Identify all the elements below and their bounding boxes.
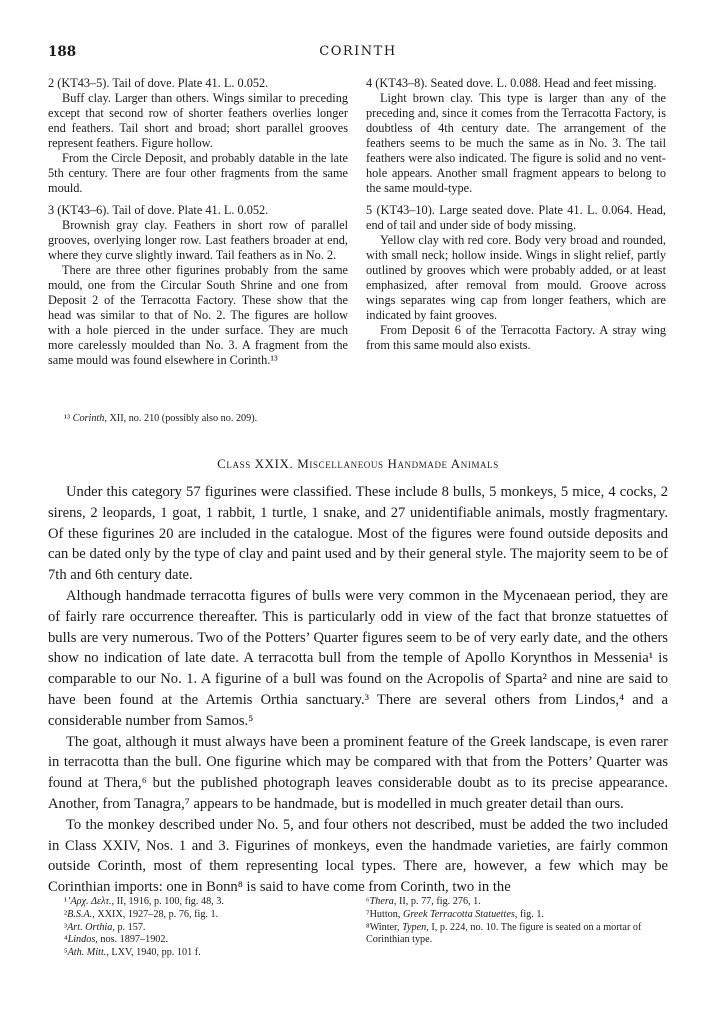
body-paragraph: The goat, although it must always have been a prominent feature of the Greek landscape, is even rarer in terracotta than the bull. One figurine which may be compared with that from the Potters’ Quarter was found at Thera,⁶ but the published photograph leaves considerable doubt as to its precise appearance. Another, from Tanagra,⁷ appears to be handmade, but is modelled in much greater detail than ours.	[48, 733, 668, 812]
footnote-text: XII, no. 210 (possibly also no. 209).	[106, 413, 258, 424]
footnote-text: II, p. 77, fig. 276, 1.	[396, 896, 481, 907]
footnote-mark: ³	[64, 921, 68, 933]
catalogue-entry-heading: 5 (KT43–10). Large seated dove. Plate 41. L. 0.064. Head, end of tail and under side of body missing.	[366, 203, 666, 232]
main-text	[48, 482, 668, 898]
footnote	[64, 934, 364, 947]
footnote-title: Ath. Mitt.,	[67, 947, 109, 959]
footnote-title: Typen,	[402, 921, 429, 933]
footnote-author: Hutton,	[369, 908, 403, 920]
footnote-mark: ⁶	[366, 896, 370, 907]
footnote-title: Thera,	[369, 896, 397, 907]
footnote-author: Winter,	[369, 921, 403, 933]
footnotes-left-column	[64, 896, 364, 960]
footnote	[366, 909, 666, 922]
footnote-mark: ¹	[64, 896, 68, 907]
footnote-13	[64, 412, 364, 425]
page-header	[48, 44, 668, 64]
catalogue-entry-paragraph: There are three other figurines probably from the same mould, one from the Circular South Shrine and one from Deposit 2 of the Terracotta Factory. These show that the head was similar to that of No. 2. The figures are hollow with a hole pierced in the under surface. They are much more carelessly moulded than No. 3. A fragment from the same mould was found elsewhere in Corinth.¹³	[48, 263, 348, 367]
catalogue-entry-heading: 4 (KT43–8). Seated dove. L. 0.088. Head and feet missing.	[366, 76, 657, 90]
footnote	[64, 947, 364, 960]
footnote-text: I, p. 224, no. 10. The figure is seated on a mortar of Corinthian type.	[366, 921, 642, 946]
left-column	[48, 76, 348, 368]
footnote-title: Corinth,	[72, 413, 107, 424]
catalogue-entry-paragraph: Light brown clay. This type is larger than any of the preceding and, since it comes from the Terracotta Factory, is doubtless of 4th century date. The arrangement of the feathers seems to be much the same as in No. 3. The tail feathers were also indicated. The figure is solid and no vent-hole appears. Another small fragment appears to belong to the same mould-type.	[366, 91, 666, 195]
right-column	[366, 76, 666, 353]
running-head: CORINTH	[319, 44, 397, 59]
footnote-text: LXV, 1940, pp. 101 f.	[108, 947, 201, 959]
catalogue-entry-heading: 2 (KT43–5). Tail of dove. Plate 41. L. 0.052.	[48, 76, 269, 90]
footnote-text: p. 157.	[114, 921, 146, 933]
catalogue-entry-paragraph: From Deposit 6 of the Terracotta Factory. A stray wing from this same mould also exists.	[366, 323, 666, 352]
catalogue-entry-paragraph: Buff clay. Larger than others. Wings similar to preceding except that second row of shorter feathers overlies longer end feathers. Tail short and broad; short parallel grooves represent feathers. Figure hollow.	[48, 91, 348, 150]
footnote-mark: ⁷	[366, 908, 370, 920]
footnote-text: XXIX, 1927–28, p. 76, fig. 1.	[94, 908, 219, 920]
footnote-mark: ⁴	[64, 934, 68, 946]
footnote	[366, 896, 666, 909]
section-title: Class XXIX. Miscellaneous Handmade Animals	[217, 456, 499, 471]
catalogue-entry-paragraph: From the Circle Deposit, and probably datable in the late 5th century. There are four other fragments from the same mould.	[48, 151, 348, 195]
catalogue-entry-paragraph: Yellow clay with red core. Body very broad and rounded, with small neck; hollow inside. Wings in slight relief, partly outlined by grooves which were probably added, or at least emphasized, after removal from mould. Groove across wings separates wing cap from longer feathers, which are indicated by faint grooves.	[366, 233, 666, 322]
body-paragraph: Under this category 57 figurines were classified. These include 8 bulls, 5 monkeys, 5 mice, 4 cocks, 2 sirens, 2 leopards, 1 goat, 1 rabbit, 1 turtle, 1 snake, and 27 unidentifiable animals, mostly fragmentary. Of these figurines 20 are included in the catalogue. Most of the figures were found outside deposits and can be dated only by the type of clay and paint used and by their general style. The majority seem to be of 7th and 6th century date.	[48, 484, 668, 584]
footnote-text: nos. 1897–1902.	[97, 934, 169, 946]
footnote-title: Art. Orthia,	[67, 921, 115, 933]
footnote-title: B.S.A.,	[67, 908, 95, 920]
footnote-mark: ¹³	[64, 413, 71, 424]
footnote-title: ’Αρχ. Δελτ.,	[67, 896, 115, 907]
footnote-text: II, 1916, p. 100, fig. 48, 3.	[114, 896, 224, 907]
footnotes-right-column	[366, 896, 666, 947]
body-paragraph: To the monkey described under No. 5, and four others not described, must be added the two included in Class XXIV, Nos. 1 and 3. Figurines of monkeys, even the handmade varieties, are fairly common outside Corinth, most of them representing local types. There are, however, a few which may be Corinthian imports: one in Bonn⁸ is said to have come from Corinth, two in the	[48, 816, 668, 896]
footnote-title: Greek Terracotta Statuettes,	[402, 908, 518, 920]
footnote	[64, 909, 364, 922]
footnote-mark: ⁵	[64, 947, 68, 959]
footnote-text: fig. 1.	[517, 908, 544, 920]
catalogue-entry-heading: 3 (KT43–6). Tail of dove. Plate 41. L. 0.052.	[48, 203, 269, 217]
page-number: 188	[48, 44, 77, 60]
footnote	[366, 922, 666, 948]
footnote	[64, 896, 364, 909]
catalogue-entry-paragraph: Brownish gray clay. Feathers in short row of parallel grooves, overlying longer row. Last feathers broader at end, where they curve slightly inward. Tail feathers as in No. 2.	[48, 218, 348, 262]
footnote-mark: ²	[64, 908, 68, 920]
footnote-mark: ⁸	[366, 921, 370, 933]
footnote	[64, 922, 364, 935]
footnote-title: Lindos,	[67, 934, 98, 946]
body-paragraph: Although handmade terracotta figures of bulls were very common in the Mycenaean period, they are of fairly rare occurrence thereafter. This is particularly odd in view of the fact that bronze statuettes of bulls are very numerous. Two of the Potters’ Quarter figures seem to be of very early date, and the others show no indication of late date. A terracotta bull from the temple of Apollo Korynthos in Messenia¹ is comparable to our No. 1. A figurine of a bull was found on the Acropolis of Sparta² and nine are said to have been found at the Artemis Orthia sanctuary.³ There are several others from Lindos,⁴ and a considerable number from Samos.⁵	[48, 587, 668, 729]
